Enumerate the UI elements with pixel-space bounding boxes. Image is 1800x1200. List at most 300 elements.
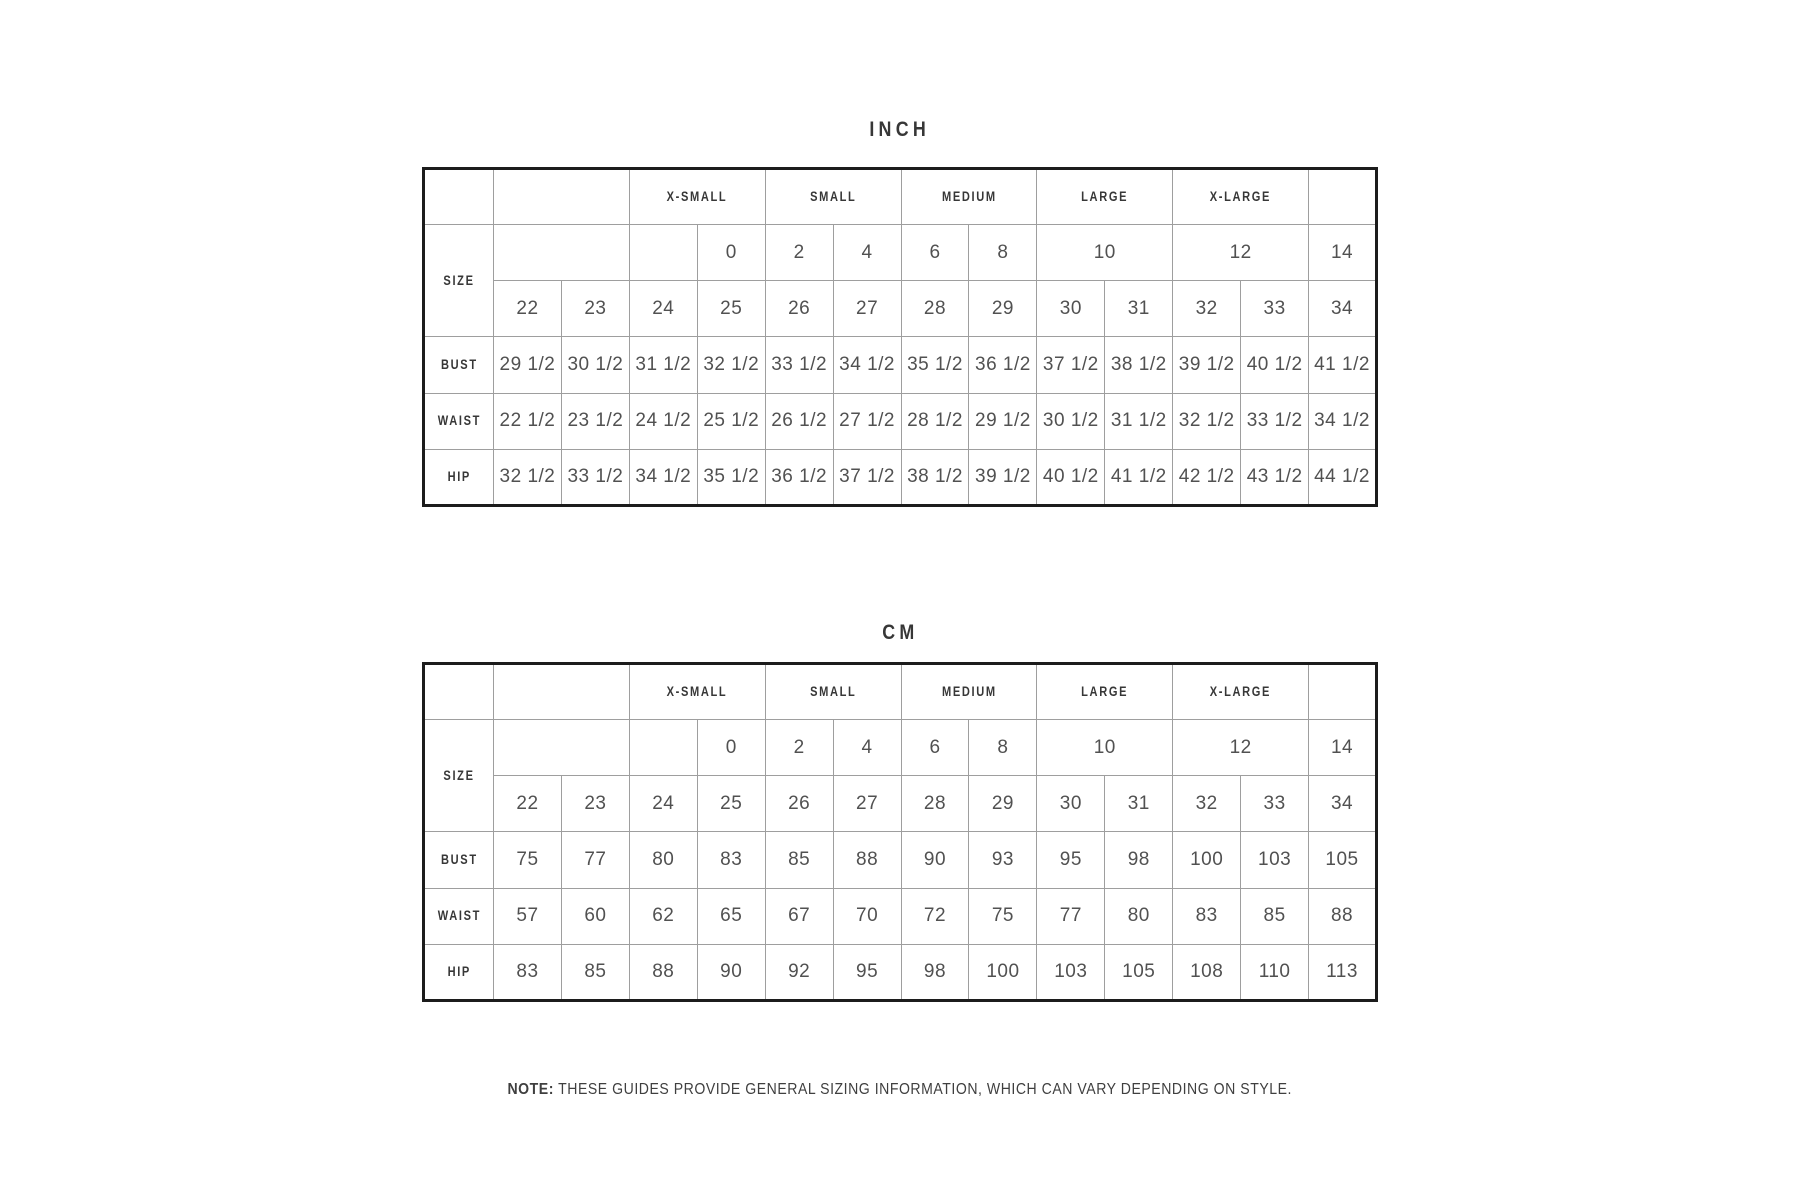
- size-number-cell-text: 29: [991, 792, 1014, 814]
- measurement-value-cell: [1309, 393, 1377, 449]
- measurement-value-cell: [1241, 832, 1309, 888]
- measurement-value-cell-text: 40 1/2: [1042, 465, 1099, 487]
- inch-table-title: [0, 118, 1800, 142]
- measurement-row: [424, 449, 1377, 505]
- measurement-value-cell-text: 95: [1059, 849, 1082, 871]
- measurement-value-cell: [697, 337, 765, 393]
- measurement-value-cell: [629, 393, 697, 449]
- measurement-value-cell-text: 100: [1190, 849, 1224, 871]
- measurement-value-cell-text: 30 1/2: [567, 354, 624, 376]
- measurement-row: [424, 944, 1377, 1000]
- numeric-size-cell: [494, 225, 630, 281]
- size-number-cell-text: 23: [584, 792, 607, 814]
- size-number-cell-text: 31: [1127, 792, 1150, 814]
- measurement-value-cell-text: 26 1/2: [771, 410, 828, 432]
- numeric-size-cell-text: 14: [1330, 241, 1354, 263]
- numeric-size-cell: [629, 720, 697, 776]
- size-number-cell-text: 28: [923, 297, 947, 319]
- sizing-note: [0, 1081, 1800, 1099]
- numeric-size-cell: [969, 225, 1037, 281]
- row-label-size: [424, 720, 494, 832]
- measurement-value-cell: [494, 832, 562, 888]
- measurement-value-cell-text: 29 1/2: [975, 410, 1031, 432]
- measurement-value-cell-text: 24 1/2: [635, 410, 692, 432]
- measurement-value-cell-text: 57: [516, 905, 539, 927]
- measurement-value-cell: [969, 832, 1037, 888]
- size-number-cell-text: 30: [1059, 297, 1082, 319]
- size-category-cell: [1173, 664, 1309, 720]
- measurement-value-cell-text: 98: [1127, 849, 1150, 871]
- measurement-value-cell: [969, 449, 1037, 505]
- measurement-value-cell: [833, 832, 901, 888]
- measurement-value-cell-text: 88: [652, 960, 675, 982]
- numeric-size-cell-text: 12: [1229, 736, 1252, 758]
- row-label-waist: [424, 888, 494, 944]
- measurement-value-cell: [1173, 888, 1241, 944]
- size-number-cell: [494, 281, 562, 337]
- numeric-size-cell-text: 8: [997, 241, 1009, 263]
- numeric-size-cell: [765, 720, 833, 776]
- measurement-value-cell-text: 83: [720, 849, 743, 871]
- measurement-value-cell: [561, 393, 629, 449]
- size-number-cell: [969, 776, 1037, 832]
- inch-table: [422, 167, 1378, 507]
- numeric-size-cell-text: 0: [725, 241, 737, 263]
- size-category-cell-text: SMALL: [809, 684, 857, 700]
- size-number-cell-text: 25: [720, 297, 743, 319]
- measurement-value-cell: [494, 449, 562, 505]
- size-category-cell-text: MEDIUM: [941, 189, 997, 205]
- measurement-value-cell-text: 37 1/2: [1042, 354, 1099, 376]
- size-number-cell: [833, 281, 901, 337]
- measurement-value-cell-text: 70: [856, 905, 879, 927]
- measurement-value-cell: [765, 832, 833, 888]
- numeric-size-cell: [1037, 225, 1173, 281]
- measurement-value-cell-text: 33 1/2: [1246, 410, 1303, 432]
- measurement-value-cell-text: 67: [788, 905, 811, 927]
- measurement-value-cell-text: 35 1/2: [907, 354, 963, 376]
- measurement-value-cell-text: 23 1/2: [567, 410, 624, 432]
- measurement-value-cell: [1241, 337, 1309, 393]
- measurement-value-cell: [901, 832, 969, 888]
- measurement-value-cell-text: 39 1/2: [975, 465, 1031, 487]
- measurement-value-cell-text: 38 1/2: [1110, 354, 1167, 376]
- measurement-value-cell: [1241, 393, 1309, 449]
- size-category-cell: [765, 169, 901, 225]
- measurement-value-cell-text: 95: [856, 960, 879, 982]
- size-category-cell-text: LARGE: [1081, 189, 1129, 205]
- size-number-cell: [494, 776, 562, 832]
- measurement-value-cell-text: 77: [1059, 905, 1082, 927]
- measurement-value-cell-text: 88: [1330, 905, 1354, 927]
- measurement-value-cell-text: 42 1/2: [1178, 465, 1235, 487]
- measurement-value-cell-text: 43 1/2: [1246, 465, 1303, 487]
- measurement-value-cell: [629, 944, 697, 1000]
- size-number-cell-text: 22: [516, 297, 539, 319]
- measurement-value-cell-text: 93: [991, 849, 1014, 871]
- measurement-value-cell: [1241, 888, 1309, 944]
- measurement-value-cell: [1173, 944, 1241, 1000]
- size-number-cell: [969, 281, 1037, 337]
- row-label-bust: [424, 337, 494, 393]
- measurement-value-cell-text: 31 1/2: [1110, 410, 1167, 432]
- measurement-value-cell-text: 32 1/2: [499, 465, 556, 487]
- size-number-cell: [1309, 776, 1377, 832]
- size-number-cell-text: 34: [1330, 297, 1354, 319]
- measurement-value-cell: [697, 944, 765, 1000]
- size-number-cell-text: 24: [652, 792, 675, 814]
- measurement-value-cell-text: 75: [991, 905, 1014, 927]
- measurement-value-cell: [1037, 944, 1105, 1000]
- size-number-cell-text: 26: [788, 297, 811, 319]
- size-category-cell: [901, 664, 1037, 720]
- measurement-value-cell: [901, 337, 969, 393]
- numeric-size-cell-text: 6: [929, 736, 941, 758]
- measurement-row: [424, 832, 1377, 888]
- size-category-cell-text: MEDIUM: [941, 684, 997, 700]
- measurement-value-cell: [1037, 393, 1105, 449]
- size-category-cell: [1309, 169, 1377, 225]
- measurement-value-cell: [969, 337, 1037, 393]
- numeric-size-cell-text: 6: [929, 241, 941, 263]
- measurement-value-cell-text: 34 1/2: [1314, 410, 1370, 432]
- sizing-note-text: [508, 1081, 1292, 1099]
- size-number-cell-text: 23: [584, 297, 607, 319]
- measurement-value-cell: [561, 944, 629, 1000]
- measurement-row: [424, 888, 1377, 944]
- size-number-cell: [901, 776, 969, 832]
- size-number-cell: [1105, 281, 1173, 337]
- measurement-value-cell-text: 90: [720, 960, 743, 982]
- row-label-bust-text: BUST: [440, 357, 478, 373]
- size-number-cell: [1241, 281, 1309, 337]
- row-label-waist: [424, 393, 494, 449]
- measurement-value-cell-text: 35 1/2: [703, 465, 760, 487]
- size-number-cell: [697, 281, 765, 337]
- size-category-cell: [1309, 664, 1377, 720]
- numeric-size-cell: [1037, 720, 1173, 776]
- measurement-value-cell: [494, 944, 562, 1000]
- size-category-cell: [629, 664, 765, 720]
- size-number-cell-text: 28: [923, 792, 947, 814]
- note-body: THESE GUIDES PROVIDE GENERAL SIZING INFORMATION, WHICH CAN VARY DEPENDING ON STYLE.: [554, 1081, 1293, 1098]
- corner-cell: [424, 169, 494, 225]
- size-category-cell-text: X-SMALL: [666, 684, 728, 700]
- measurement-value-cell-text: 72: [923, 905, 947, 927]
- measurement-value-cell: [765, 337, 833, 393]
- measurement-value-cell: [697, 888, 765, 944]
- numeric-size-cell-text: 4: [861, 736, 873, 758]
- measurement-value-cell: [629, 888, 697, 944]
- measurement-value-cell: [697, 832, 765, 888]
- row-label-bust-text: BUST: [440, 852, 478, 868]
- numeric-size-cell: [1309, 720, 1377, 776]
- measurement-value-cell: [833, 393, 901, 449]
- cm-size-table: [422, 662, 1378, 1002]
- size-number-cell: [1173, 776, 1241, 832]
- measurement-value-cell-text: 36 1/2: [771, 465, 828, 487]
- measurement-value-cell: [561, 832, 629, 888]
- size-number-cell: [629, 776, 697, 832]
- numeric-size-cell-text: 14: [1330, 736, 1354, 758]
- size-number-cell: [1241, 776, 1309, 832]
- row-label-size-text: SIZE: [443, 272, 475, 288]
- measurement-value-cell-text: 83: [1195, 905, 1218, 927]
- measurement-value-cell: [969, 944, 1037, 1000]
- measurement-value-cell: [1105, 393, 1173, 449]
- measurement-value-cell-text: 83: [516, 960, 539, 982]
- measurement-value-cell: [1037, 832, 1105, 888]
- measurement-value-cell: [1241, 944, 1309, 1000]
- size-number-cell: [561, 776, 629, 832]
- numeric-size-cell: [697, 720, 765, 776]
- measurement-value-cell: [1241, 449, 1309, 505]
- measurement-value-cell: [1173, 337, 1241, 393]
- numeric-size-cell: [833, 225, 901, 281]
- measurement-value-cell: [629, 832, 697, 888]
- size-number-cell: [833, 776, 901, 832]
- measurement-value-cell-text: 33 1/2: [567, 465, 624, 487]
- measurement-value-cell: [1105, 449, 1173, 505]
- measurement-value-cell-text: 105: [1325, 849, 1359, 871]
- measurement-value-cell-text: 65: [720, 905, 743, 927]
- measurement-value-cell: [969, 393, 1037, 449]
- size-number-cell: [1173, 281, 1241, 337]
- measurement-value-cell: [561, 449, 629, 505]
- measurement-value-cell: [629, 449, 697, 505]
- measurement-value-cell: [1309, 888, 1377, 944]
- row-label-waist-text: WAIST: [437, 908, 481, 924]
- row-label-hip-text: HIP: [447, 468, 471, 484]
- measurement-value-cell: [697, 449, 765, 505]
- measurement-value-cell-text: 75: [516, 849, 539, 871]
- row-label-size: [424, 225, 494, 337]
- size-category-cell: [1037, 169, 1173, 225]
- measurement-value-cell-text: 34 1/2: [839, 354, 895, 376]
- measurement-value-cell: [1105, 888, 1173, 944]
- measurement-value-cell: [901, 888, 969, 944]
- measurement-value-cell: [901, 944, 969, 1000]
- size-number-cell-text: 27: [856, 792, 879, 814]
- measurement-value-cell: [1105, 832, 1173, 888]
- size-number-cell-text: 30: [1059, 792, 1082, 814]
- measurement-value-cell: [494, 337, 562, 393]
- measurement-value-cell-text: 30 1/2: [1042, 410, 1099, 432]
- size-number-cell-text: 29: [991, 297, 1014, 319]
- size-category-cell: [765, 664, 901, 720]
- size-category-cell-text: X-SMALL: [666, 189, 728, 205]
- measurement-value-cell-text: 113: [1326, 960, 1358, 982]
- measurement-value-cell: [697, 393, 765, 449]
- measurement-value-cell: [765, 393, 833, 449]
- measurement-value-cell: [1173, 393, 1241, 449]
- measurement-value-cell: [1309, 337, 1377, 393]
- numeric-size-cell-text: 2: [793, 736, 805, 758]
- numeric-size-cell: [697, 225, 765, 281]
- size-category-cell: [494, 664, 630, 720]
- measurement-value-cell: [1105, 944, 1173, 1000]
- numeric-size-cell-text: 0: [725, 736, 737, 758]
- row-label-size-text: SIZE: [443, 767, 475, 783]
- size-number-cell-text: 22: [516, 792, 539, 814]
- size-category-cell: [1173, 169, 1309, 225]
- measurement-value-cell-text: 39 1/2: [1178, 354, 1235, 376]
- size-category-cell: [629, 169, 765, 225]
- measurement-value-cell-text: 22 1/2: [499, 410, 556, 432]
- measurement-value-cell-text: 34 1/2: [635, 465, 692, 487]
- measurement-value-cell: [765, 449, 833, 505]
- measurement-value-cell-text: 77: [584, 849, 607, 871]
- measurement-value-cell: [1173, 832, 1241, 888]
- measurement-value-cell: [1309, 832, 1377, 888]
- measurement-row: [424, 393, 1377, 449]
- measurement-value-cell: [765, 888, 833, 944]
- row-label-waist-text: WAIST: [437, 413, 481, 429]
- cm-table: [422, 662, 1378, 1002]
- size-number-cell: [1309, 281, 1377, 337]
- measurement-row: [424, 337, 1377, 393]
- measurement-value-cell-text: 33 1/2: [771, 354, 828, 376]
- measurement-value-cell: [629, 337, 697, 393]
- measurement-value-cell-text: 41 1/2: [1314, 354, 1370, 376]
- measurement-value-cell-text: 103: [1054, 960, 1088, 982]
- measurement-value-cell-text: 36 1/2: [975, 354, 1031, 376]
- measurement-value-cell-text: 85: [584, 960, 607, 982]
- size-category-cell-text: X-LARGE: [1209, 189, 1272, 205]
- measurement-value-cell-text: 44 1/2: [1314, 465, 1370, 487]
- numeric-size-cell: [901, 225, 969, 281]
- size-number-cell-text: 27: [856, 297, 879, 319]
- measurement-value-cell: [901, 449, 969, 505]
- size-number-cell-text: 33: [1263, 792, 1286, 814]
- numeric-size-cell: [629, 225, 697, 281]
- numeric-size-cell: [1309, 225, 1377, 281]
- size-number-cell-text: 25: [720, 792, 743, 814]
- measurement-value-cell-text: 62: [652, 905, 675, 927]
- measurement-value-cell-text: 90: [923, 849, 947, 871]
- measurement-value-cell: [1309, 944, 1377, 1000]
- row-label-hip: [424, 944, 494, 1000]
- cm-table-title: [0, 621, 1800, 645]
- numeric-size-cell: [969, 720, 1037, 776]
- measurement-value-cell-text: 29 1/2: [499, 354, 556, 376]
- numeric-size-cell-text: 10: [1093, 736, 1116, 758]
- measurement-value-cell: [1105, 337, 1173, 393]
- numeric-size-cell-text: 4: [861, 241, 873, 263]
- numeric-size-cell-text: 8: [997, 736, 1009, 758]
- size-number-cell: [561, 281, 629, 337]
- size-number-cell: [765, 281, 833, 337]
- measurement-value-cell-text: 80: [652, 849, 675, 871]
- measurement-value-cell: [494, 888, 562, 944]
- size-number-cell-text: 32: [1195, 297, 1218, 319]
- measurement-value-cell: [833, 888, 901, 944]
- measurement-value-cell-text: 98: [923, 960, 947, 982]
- size-number-cell-text: 33: [1263, 297, 1286, 319]
- numeric-size-cell-text: 10: [1093, 241, 1116, 263]
- measurement-value-cell-text: 40 1/2: [1246, 354, 1303, 376]
- measurement-value-cell: [901, 393, 969, 449]
- cm-title-text: CM: [881, 621, 919, 644]
- measurement-value-cell-text: 41 1/2: [1110, 465, 1167, 487]
- size-number-cell: [1105, 776, 1173, 832]
- numeric-size-cell: [833, 720, 901, 776]
- measurement-value-cell-text: 37 1/2: [839, 465, 895, 487]
- measurement-value-cell: [833, 449, 901, 505]
- measurement-value-cell-text: 108: [1190, 960, 1224, 982]
- size-number-cell: [901, 281, 969, 337]
- measurement-value-cell: [1309, 449, 1377, 505]
- measurement-value-cell: [1173, 449, 1241, 505]
- measurement-value-cell-text: 38 1/2: [907, 465, 963, 487]
- measurement-value-cell-text: 100: [986, 960, 1020, 982]
- measurement-value-cell-text: 80: [1127, 905, 1150, 927]
- inch-title-text: INCH: [869, 118, 931, 141]
- size-number-cell-text: 26: [788, 792, 811, 814]
- numeric-size-cell-text: 2: [793, 241, 805, 263]
- size-number-cell: [697, 776, 765, 832]
- row-label-hip-text: HIP: [447, 963, 471, 979]
- measurement-value-cell-text: 31 1/2: [635, 354, 692, 376]
- measurement-value-cell: [969, 888, 1037, 944]
- size-category-cell-text: SMALL: [809, 189, 857, 205]
- numeric-size-cell: [765, 225, 833, 281]
- measurement-value-cell: [561, 888, 629, 944]
- measurement-value-cell-text: 25 1/2: [703, 410, 760, 432]
- measurement-value-cell-text: 60: [584, 905, 607, 927]
- size-category-cell-text: X-LARGE: [1209, 684, 1272, 700]
- size-number-cell-text: 24: [652, 297, 675, 319]
- inch-size-table: [422, 167, 1378, 507]
- corner-cell: [424, 664, 494, 720]
- numeric-size-cell: [1173, 720, 1309, 776]
- measurement-value-cell: [833, 337, 901, 393]
- size-number-cell-text: 32: [1195, 792, 1218, 814]
- measurement-value-cell: [561, 337, 629, 393]
- numeric-size-cell: [901, 720, 969, 776]
- measurement-value-cell-text: 85: [1263, 905, 1286, 927]
- row-label-hip: [424, 449, 494, 505]
- numeric-size-cell: [494, 720, 630, 776]
- size-number-cell: [765, 776, 833, 832]
- size-category-cell-text: LARGE: [1081, 684, 1129, 700]
- measurement-value-cell: [1037, 449, 1105, 505]
- numeric-size-cell: [1173, 225, 1309, 281]
- measurement-value-cell: [833, 944, 901, 1000]
- measurement-value-cell-text: 27 1/2: [839, 410, 895, 432]
- numeric-size-cell-text: 12: [1229, 241, 1252, 263]
- measurement-value-cell: [765, 944, 833, 1000]
- size-category-cell: [1037, 664, 1173, 720]
- size-number-cell-text: 34: [1330, 792, 1354, 814]
- measurement-value-cell-text: 88: [856, 849, 879, 871]
- size-number-cell: [1037, 776, 1105, 832]
- note-label: NOTE:: [507, 1081, 555, 1098]
- measurement-value-cell-text: 103: [1258, 849, 1292, 871]
- measurement-value-cell-text: 105: [1122, 960, 1156, 982]
- measurement-value-cell-text: 85: [788, 849, 811, 871]
- measurement-value-cell: [494, 393, 562, 449]
- size-number-cell: [1037, 281, 1105, 337]
- measurement-value-cell: [1037, 888, 1105, 944]
- measurement-value-cell-text: 92: [788, 960, 811, 982]
- measurement-value-cell-text: 32 1/2: [703, 354, 760, 376]
- row-label-bust: [424, 832, 494, 888]
- measurement-value-cell: [1037, 337, 1105, 393]
- size-number-cell-text: 31: [1127, 297, 1150, 319]
- measurement-value-cell-text: 28 1/2: [907, 410, 963, 432]
- size-category-cell: [901, 169, 1037, 225]
